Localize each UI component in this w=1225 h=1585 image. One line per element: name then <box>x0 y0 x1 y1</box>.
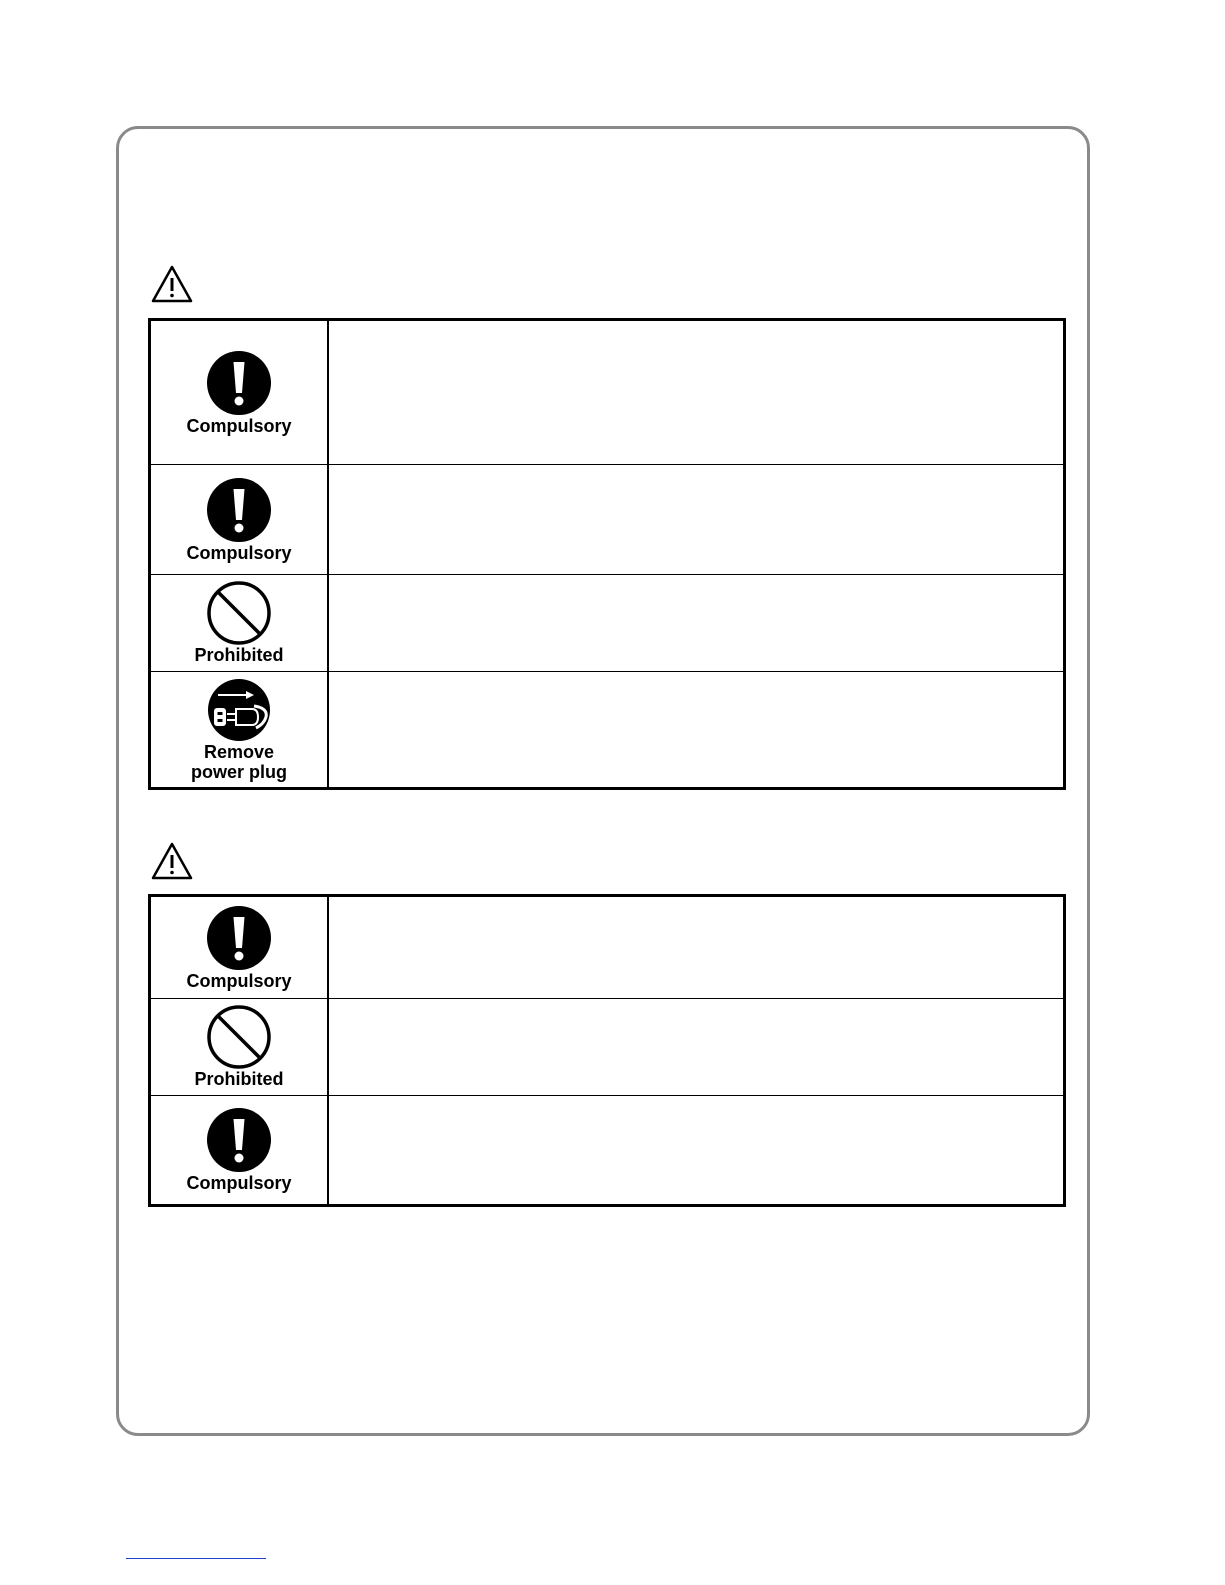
symbol-label: Compulsory <box>186 970 292 991</box>
caution-table <box>148 894 1066 1207</box>
symbol-cell <box>151 672 329 787</box>
instruction-text-cell <box>329 672 1063 787</box>
instruction-text-cell <box>329 999 1063 1095</box>
symbol-label: Compulsory <box>186 415 292 436</box>
prohibited-icon <box>206 581 272 645</box>
symbol-label: Compulsory <box>186 542 292 563</box>
symbol-label: Prohibited <box>194 645 284 665</box>
instruction-text-cell <box>329 1096 1063 1204</box>
symbol-cell <box>151 465 329 574</box>
remove-power-plug-icon <box>206 678 272 742</box>
table-row <box>151 1096 1063 1204</box>
symbol-cell <box>151 321 329 464</box>
table-row <box>151 897 1063 999</box>
warning-triangle-icon <box>150 264 194 304</box>
symbol-cell <box>151 999 329 1095</box>
symbol-label: Compulsory <box>186 1173 292 1193</box>
compulsory-icon <box>206 350 272 416</box>
compulsory-icon <box>206 477 272 543</box>
caution-triangle-icon <box>150 841 194 881</box>
instruction-text-cell <box>329 465 1063 574</box>
table-row <box>151 999 1063 1096</box>
table-row <box>151 575 1063 672</box>
prohibited-icon <box>206 1005 272 1069</box>
compulsory-icon <box>206 1107 272 1173</box>
table-row <box>151 321 1063 465</box>
symbol-label: Prohibited <box>194 1069 284 1089</box>
symbol-label: Remove power plug <box>191 741 287 782</box>
instruction-text-cell <box>329 575 1063 671</box>
table-row <box>151 465 1063 575</box>
symbol-cell <box>151 1096 329 1204</box>
compulsory-icon <box>206 905 272 971</box>
table-row <box>151 672 1063 787</box>
symbol-cell <box>151 897 329 998</box>
footer-link-underline <box>126 1558 266 1559</box>
warning-table <box>148 318 1066 790</box>
instruction-text-cell <box>329 897 1063 998</box>
instruction-text-cell <box>329 321 1063 464</box>
symbol-cell <box>151 575 329 671</box>
